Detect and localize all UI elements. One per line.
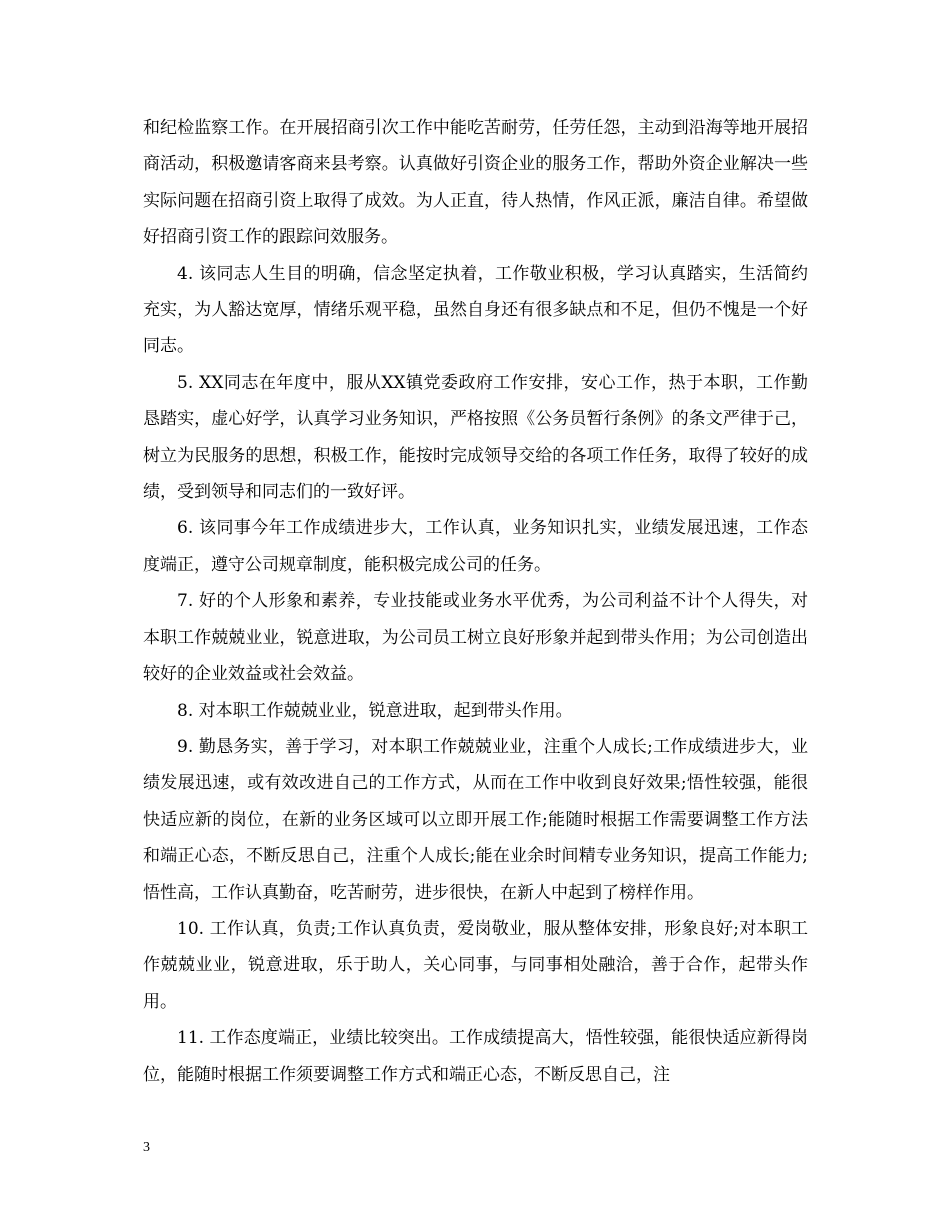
paragraph-item-5: 5. XX同志在年度中，服从XX镇党委政府工作安排，安心工作，热于本职，工作勤恳踏实，虚心好学，认真学习业务知识，严格按照《公务员暂行条例》的条文严律于己，树立为民服务的思想，积极工作，能按时完成领导交给的各项工作任务，取得了较好的成绩，受到领导和同志们的一致好评。 — [143, 372, 808, 503]
paragraph-item-7: 7. 好的个人形象和素养，专业技能或业务水平优秀，为公司利益不计个人得失，对本职工作兢兢业业，锐意进取，为公司员工树立良好形象并起到带头作用；为公司创造出较好的企业效益或社会效益。 — [143, 591, 808, 685]
page-number: 3 — [143, 1140, 150, 1155]
paragraph-item-4: 4. 该同志人生目的明确，信念坚定执着，工作敬业积极，学习认真踏实，生活简约充实，为人豁达宽厚，情绪乐观平稳，虽然自身还有很多缺点和不足，但仍不愧是一个好同志。 — [143, 263, 808, 357]
paragraph-item-6: 6. 该同事今年工作成绩进步大，工作认真，业务知识扎实，业绩发展迅速，工作态度端正，遵守公司规章制度，能积极完成公司的任务。 — [143, 518, 808, 575]
paragraph-continuation: 和纪检监察工作。在开展招商引次工作中能吃苦耐劳，任劳任怨，主动到沿海等地开展招商活动，积极邀请客商来县考察。认真做好引资企业的服务工作，帮助外资企业解决一些实际问题在招商引资上取得了成效。为人正直，待人热情，作风正派，廉洁自律。希望做好招商引资工作的跟踪问效服务。 — [143, 118, 808, 248]
paragraph-item-10: 10. 工作认真，负责;工作认真负责，爱岗敬业，服从整体安排，形象良好;对本职工作兢兢业业，锐意进取，乐于助人，关心同事，与同事相处融洽，善于合作，起带头作用。 — [143, 918, 808, 1012]
paragraph-item-8: 8. 对本职工作兢兢业业，锐意进取，起到带头作用。 — [177, 700, 573, 721]
paragraph-item-9: 9. 勤恳务实，善于学习，对本职工作兢兢业业，注重个人成长;工作成绩进步大，业绩发展迅速，或有效改进自己的工作方式，从而在工作中收到良好效果;悟性较强，能很快适应新的岗位，在新的业务区域可以立即开展工作;能随时根据工作需要调整工作方法和端正心态，不断反思自己，注重个人成长;能在业余时间精专业务知识，提高工作能力;悟性高，工作认真勤奋，吃苦耐劳，进步很快，在新人中起到了榜样作用。 — [143, 736, 808, 903]
paragraph-item-11: 11. 工作态度端正，业绩比较突出。工作成绩提高大，悟性较强，能很快适应新得岗位，能随时根据工作须要调整工作方式和端正心态，不断反思自己，注 — [143, 1028, 808, 1085]
body-text — [143, 110, 808, 1093]
